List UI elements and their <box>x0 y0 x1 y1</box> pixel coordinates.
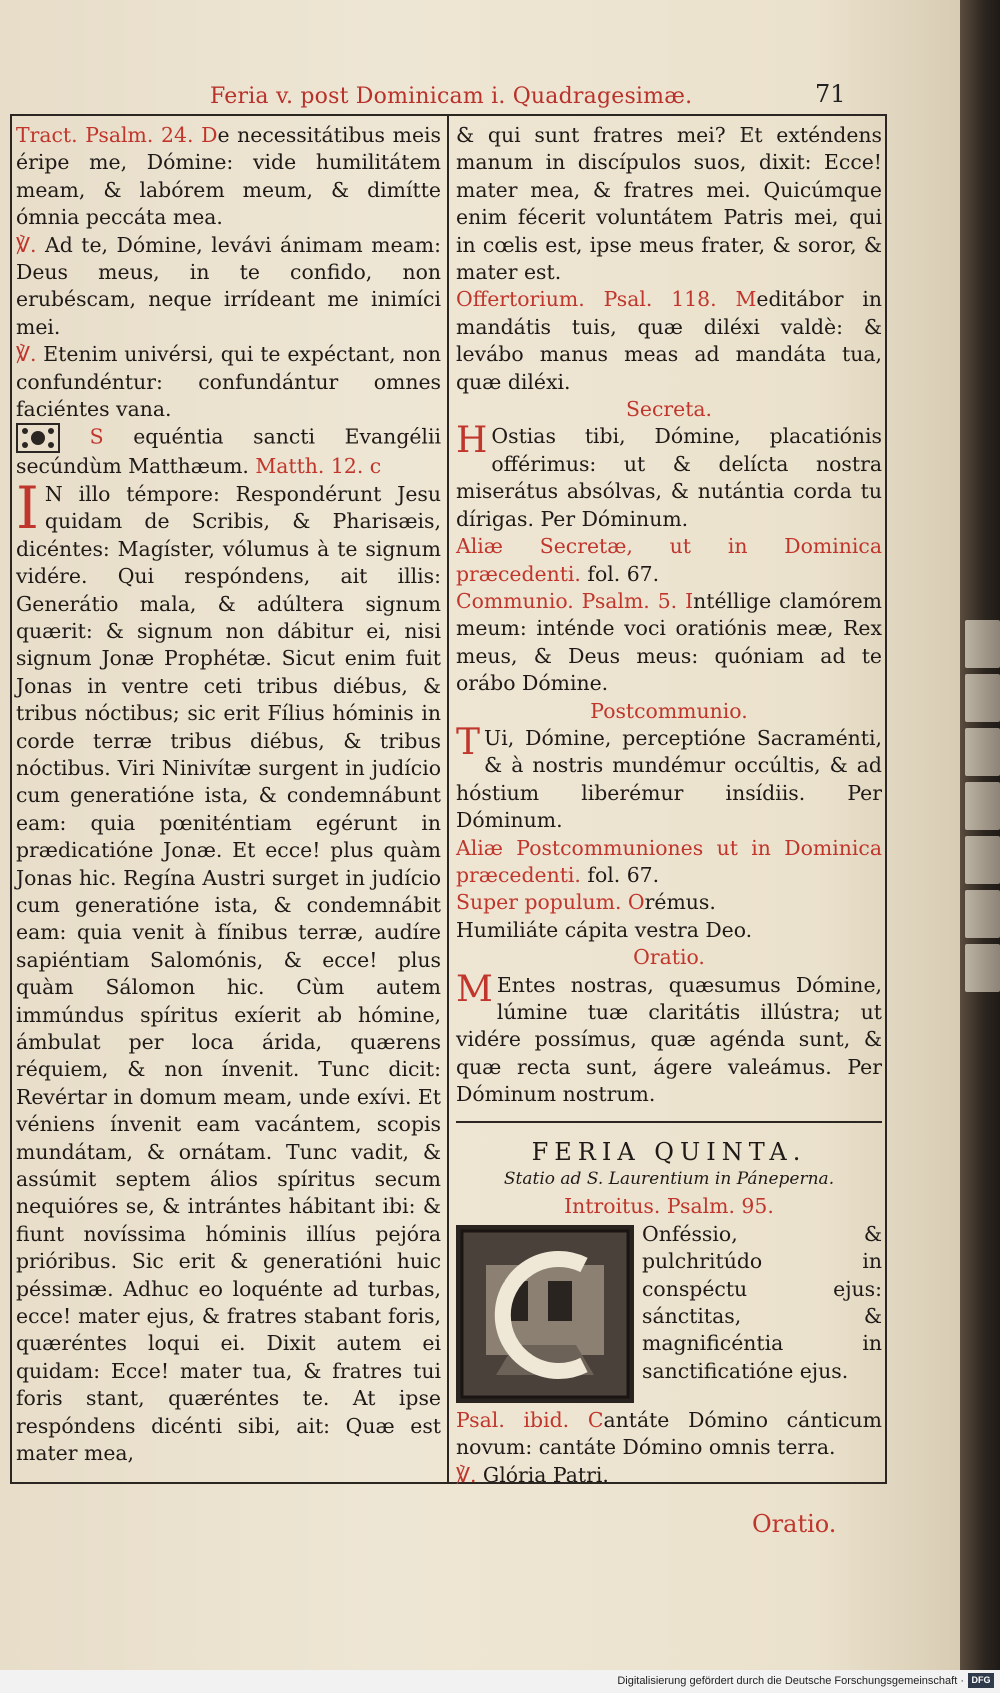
gospel-reference: Matth. 12. c <box>255 454 382 479</box>
psal-ibid-initial: C <box>587 1407 604 1432</box>
postcommunio-alt-ref: fol. 67. <box>587 862 660 887</box>
postcommunio-alt-text: Aliæ Postcommuniones ut in Dominica præcedenti. <box>456 835 882 887</box>
secreta-heading: Secreta. <box>625 397 713 422</box>
gloria-text: Glória Patri. <box>482 1462 609 1487</box>
right-column <box>456 122 882 1489</box>
woodcut-initial-c <box>456 1225 634 1403</box>
communio-label: Communio. Psalm. 5. <box>456 588 678 613</box>
offertory-text: editábor in mandátis tuis, quæ diléxi valdè: & levábo manus meas ad mandáta tua, quæ diléxi. <box>456 287 882 394</box>
verse-text: Etenim univérsi, qui te expéctant, non confundéntur: confundántur omnes faciéntes vana. <box>16 342 441 422</box>
secreta-text: Ostias tibi, Dómine, placatiónis offérimus: ut & delícta nostra miserátus absólvas, & nutántia corda tu dírigas. Per Dóminum. <box>456 424 882 531</box>
oratio-paragraph <box>456 968 882 1109</box>
left-column <box>16 122 441 1468</box>
oratio-heading: Oratio. <box>633 945 705 970</box>
verse-paragraph <box>16 232 441 342</box>
super-populum-label: Super populum. <box>456 890 622 915</box>
statio-line: Statio ad S. Laurentium in Páneperna. <box>503 1169 835 1190</box>
ornament-icon <box>16 423 60 453</box>
tract-text: e necessitátibus meis éripe me, Dómine: vide humilitátem meam, & labórem meum, & dimítte ómnia peccáta mea. <box>16 123 442 230</box>
page-tab <box>965 620 1000 668</box>
section-divider <box>456 1121 882 1123</box>
verse-paragraph <box>16 341 441 423</box>
footer-credit: Digitalisierung gefördert durch die Deutsche Forschungsgemeinschaft · <box>0 1670 1000 1693</box>
oremus-text: rémus. <box>644 890 716 915</box>
page-tab <box>965 782 1000 830</box>
oremus-initial: O <box>627 890 645 915</box>
secreta-alt-ref: fol. 67. <box>587 561 660 586</box>
verse-mark: ℣. <box>16 232 37 257</box>
catchword: Oratio. <box>752 1510 837 1538</box>
page-tab <box>965 890 1000 938</box>
page-tabs <box>965 620 1000 998</box>
tract-initial: D <box>201 123 218 147</box>
introitus-block <box>456 1221 882 1385</box>
introitus-psalm: Psalm. 95. <box>666 1194 774 1219</box>
secreta-dropcap: H <box>456 420 488 462</box>
verse-mark: ℣. <box>456 1462 477 1487</box>
verse-mark: ℣. <box>16 342 37 367</box>
gospel-text: N illo témpore: Respondérunt Jesu quidam de Scribis, & Pharisæis, dicéntes: Magíster, vólumus à te signum vidére. Qui respóndens, ait illis: Generátio mala, & adúltera signum quærit: & signum non dábitur ei, nisi signum Jonæ Prophétæ. Sicut enim fuit Jonas in ventre ceti tribus diébus, & tribus nóctibus; sic erit Fílius hóminis in corde terræ tribus diébus, & tribus nóctibus. Viri Ninivítæ surgent in judício cum generatióne ista, & condemnábunt eam: quia pœniténtiam egérunt in prædicatióne Jonæ. Et ecce! plus quàm Jonas hic. Regína Austri surget in judício cum generatióne ista, & condemnábit eam: quia venit à fínibus terræ, audíre sapiéntiam Salomónis, & ecce! plus quàm Sálomon hic. Cùm autem immúndus spíritus exíerit ab hómine, ámbulat per loca árida, quærens réquiem, & non ínvenit. Tunc dicit: Revértar in domum meam, unde exívi. Et véniens ínvenit eam vacántem, scopis mundátam, & ornátam. Tunc vadit, & assúmit septem álios spíritus secum nequióres se, & intrántes hábitant ibi: & fiunt novíssima hóminis illíus pejóra prióribus. Sic erit & generatióni huic péssimæ. Adhuc eo loquénte ad turbas, ecce! mater ejus, & fratres stabant foris, quæréntes loqui ei. Dixit autem ei quidam: Ecce! mater tua, & fratres tui foris stant, quæréntes te. At ipse respóndens dicénti sibi, ait: Quæ est mater mea, <box>16 481 441 1466</box>
offertory-label: Offertorium. Psal. 118. <box>456 287 717 312</box>
postcommunio-paragraph <box>456 721 882 835</box>
gospel-initial: S <box>89 424 104 449</box>
introitus-heading <box>456 1193 882 1220</box>
oratio-text: Entes nostras, quæsumus Dómine, lúmine tuæ claritátis illústra; ut vidére possímus, quæ agénda sunt, & quæ recta sunt, ágere valeámus. Per Dóminum nostrum. <box>456 972 882 1107</box>
postcommunio-alt <box>456 835 882 890</box>
postcommunio-dropcap: T <box>456 721 481 763</box>
offertory-initial: M <box>735 287 757 312</box>
running-title: Feria v. post Dominicam i. Quadragesimæ. <box>210 84 693 109</box>
introitus-text: Onféssio, & pulchritúdo in conspéctu ejus: sánctitas, & magnificéntia in sanctificatióne ejus. <box>642 1221 882 1383</box>
gospel-intro-text: equéntia sancti Evangélii secúndùm Matthæum. <box>16 424 441 479</box>
communio-initial: I <box>685 588 694 613</box>
gospel-continuation: & qui sunt fratres mei? Et exténdens manum in discípulos suos, dixit: Ecce! mater mea, & fratres mei. Quicúmque enim fécerit voluntátem Patris mei, qui in cœlis est, ipse meus frater, & soror, & mater est. <box>456 123 882 285</box>
page-tab <box>965 674 1000 722</box>
communio-paragraph <box>456 588 882 698</box>
gospel-dropcap: I <box>16 473 39 542</box>
psal-ibid-paragraph <box>456 1407 882 1462</box>
psal-ibid-text: antáte Dómino cánticum novum: cantáte Dómino omnis terra. <box>456 1407 882 1460</box>
communio-text: ntéllige clamórem meum: inténde voci oratiónis meæ, Rex meus, & Deus meus: quóniam ad te orábo Dómine. <box>456 588 882 696</box>
gloria-line <box>456 1462 882 1489</box>
page-number: 71 <box>815 80 846 108</box>
secreta-paragraph <box>456 420 882 533</box>
postcommunio-heading: Postcommunio. <box>590 698 748 723</box>
verse-text: Ad te, Dómine, levávi ánimam meam: Deus meus, in te confido, non erubéscam, neque irrídeant me inimíci mei. <box>16 232 441 339</box>
feria-title: FERIA QUINTA. <box>531 1137 807 1166</box>
introitus-label: Introitus. <box>564 1194 661 1219</box>
psal-ibid-label: Psal. ibid. <box>456 1407 570 1432</box>
page-tab <box>965 944 1000 992</box>
super-populum-line <box>456 889 882 916</box>
oratio-dropcap: M <box>456 968 493 1010</box>
tract-label: Tract. Psalm. 24. <box>16 123 194 147</box>
secreta-alt <box>456 533 882 588</box>
secreta-alt-text: Aliæ Secretæ, ut in Dominica præcedenti. <box>456 534 882 586</box>
humiliate-line: Humiliáte cápita vestra Deo. <box>456 917 753 942</box>
postcommunio-text: Ui, Dómine, perceptióne Sacraménti, & à nostris mundémur occúltis, & ad hóstium liberémur insídiis. Per Dóminum. <box>456 725 882 833</box>
gospel-paragraph <box>16 473 441 1468</box>
page-tab <box>965 728 1000 776</box>
page-tab <box>965 836 1000 884</box>
offertory-paragraph <box>456 286 882 396</box>
dfg-logo: DFG <box>968 1673 994 1688</box>
gospel-intro <box>16 423 441 480</box>
tract-paragraph <box>16 122 441 232</box>
